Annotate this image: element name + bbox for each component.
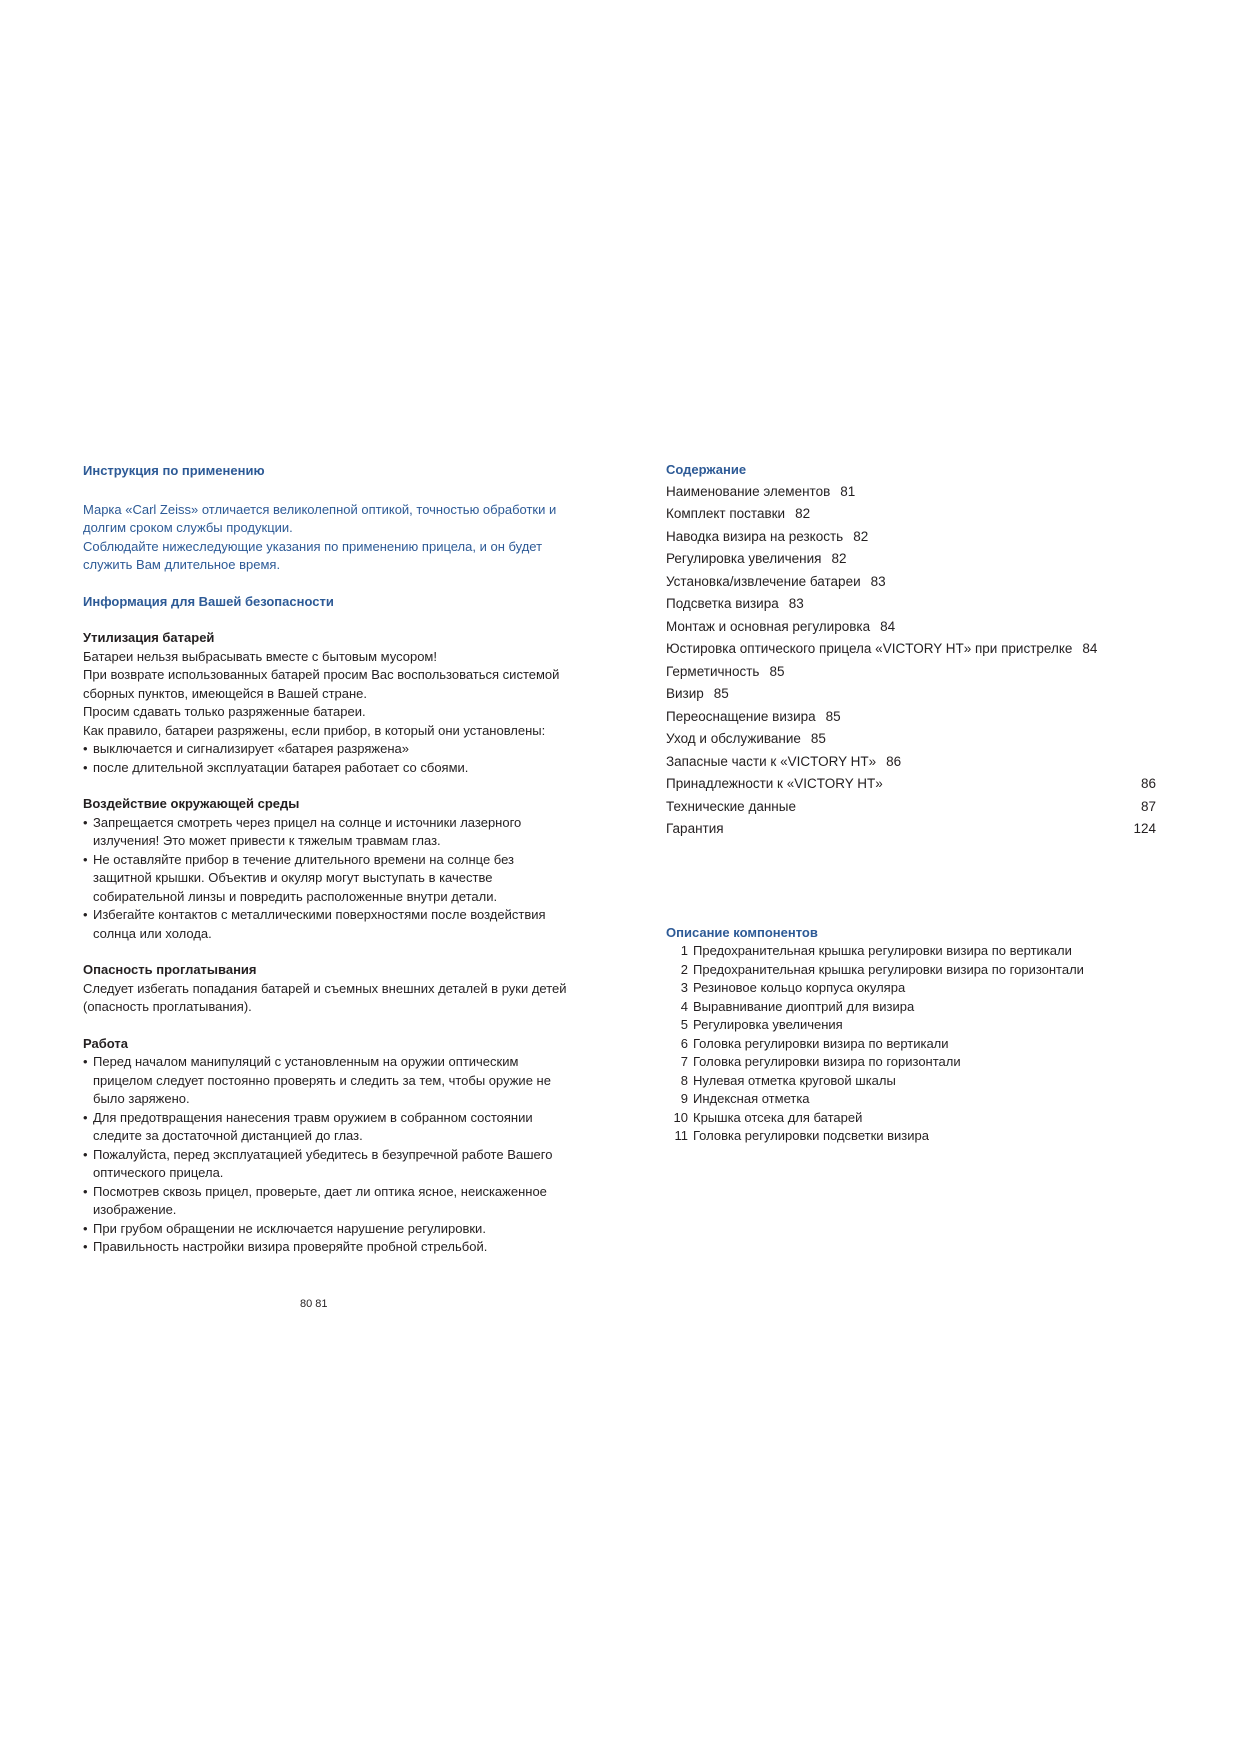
component-number: 6 (680, 1035, 688, 1051)
right-column (666, 462, 1156, 1146)
toc-item (666, 503, 1156, 526)
toc-item-label: Регулировка увеличения (666, 551, 822, 567)
bullet-item: • Запрещается смотреть через прицел на солнце и источники лазерного излучения! Это может привести к тяжелым травмам глаз. (83, 814, 573, 851)
toc-item (666, 570, 1156, 593)
component-label: Нулевая отметка круговой шкалы (693, 1072, 896, 1088)
left-column (83, 462, 573, 1257)
bullet-item: • Не оставляйте прибор в течение длительного времени на солнце без защитной крышки. Объектив и окуляр могут выступать в качестве собирательной линзы и повредить расположенные внутри детали. (83, 851, 573, 907)
component-label: Головка регулировки подсветки визира (693, 1128, 929, 1143)
component-label: Головка регулировки визира по горизонтали (693, 1054, 961, 1069)
environment-bullets (83, 814, 573, 944)
component-item (666, 1035, 1156, 1054)
component-number: 3 (680, 980, 688, 995)
component-label: Выравнивание диоптрий для визира (693, 998, 915, 1014)
toc-item (666, 480, 1156, 503)
bullet-item: • Избегайте контактов с металлическими поверхностями после воздействия солнца или холода. (83, 906, 573, 943)
toc-item-label: Наименование элементов (666, 483, 831, 499)
toc-item-page: 86 (1140, 776, 1156, 792)
component-number: 11 (674, 1128, 688, 1143)
swallow-title: Опасность проглатывания (83, 962, 257, 977)
component-item (666, 1016, 1156, 1035)
toc-item-page: 87 (1140, 798, 1156, 814)
component-item (666, 998, 1156, 1017)
toc-item (666, 615, 1156, 638)
component-number: 10 (673, 1109, 688, 1125)
component-item (666, 1109, 1156, 1128)
toc-item (666, 773, 1156, 796)
toc-item-label: Юстировка оптического прицела «VICTORY HT» при пристрелке (666, 641, 1073, 657)
toc-item-label: Принадлежности к «VICTORY HT» (666, 776, 883, 792)
components-title: Описание компонентов (666, 925, 818, 940)
toc-item-page: 86 (886, 753, 902, 769)
toc-item (666, 593, 1156, 616)
environment-title: Воздействие окружающей среды (83, 796, 300, 811)
component-item (666, 1072, 1156, 1091)
intro-text (83, 501, 573, 575)
toc-item-page: 85 (825, 708, 841, 724)
component-label: Индексная отметка (693, 1091, 810, 1106)
toc-item-page: 81 (840, 483, 856, 499)
intro-paragraph: Соблюдайте нижеследующие указания по применению прицела, и он будет служить Вам длительное время. (83, 538, 543, 572)
toc-item-page: 85 (810, 731, 826, 747)
battery-section (83, 648, 573, 778)
toc-item (666, 638, 1156, 661)
toc-item-label: Подсветка визира (666, 596, 779, 612)
toc-item-page: 82 (795, 506, 811, 522)
battery-line: Просим сдавать только разряженные батареи. (83, 704, 366, 719)
bullet-item: • Посмотрев сквозь прицел, проверьте, дает ли оптика ясное, неискаженное изображение. (83, 1183, 573, 1220)
component-item (666, 961, 1156, 980)
bullet-item: • Пожалуйста, перед эксплуатацией убедитесь в безупречной работе Вашего оптического прицела. (83, 1146, 573, 1183)
component-label: Предохранительная крышка регулировки визира по вертикали (693, 943, 1072, 958)
component-item (666, 1090, 1156, 1109)
intro-paragraph: Марка «Carl Zeiss» отличается великолепной оптикой, точностью обработки и долгим сроком службы продукции. (83, 501, 557, 535)
component-item (666, 1053, 1156, 1072)
component-label: Крышка отсека для батарей (693, 1109, 863, 1125)
toc-item-label: Запасные части к «VICTORY HT» (666, 753, 877, 769)
toc-item-label: Герметичность (666, 663, 760, 679)
component-number: 5 (680, 1017, 688, 1032)
instructions-title: Инструкция по применению (83, 463, 265, 478)
bullet-item: • после длительной эксплуатации батарея работает со сбоями. (83, 759, 573, 778)
battery-line: Батареи нельзя выбрасывать вместе с бытовым мусором! (83, 648, 437, 664)
toc-item (666, 795, 1156, 818)
work-title: Работа (83, 1035, 128, 1051)
page-numbers: 80 81 (300, 1298, 328, 1310)
component-label: Предохранительная крышка регулировки визира по горизонтали (693, 961, 1084, 977)
toc-item (666, 728, 1156, 751)
battery-line: Как правило, батареи разряжены, если прибор, в который они установлены: (83, 722, 546, 738)
toc-item (666, 818, 1156, 841)
toc-item-label: Установка/извлечение батареи (666, 573, 861, 589)
toc-title: Содержание (666, 462, 747, 477)
toc-item-label: Монтаж и основная регулировка (666, 618, 871, 634)
toc-item-page: 124 (1133, 821, 1156, 837)
component-label: Регулировка увеличения (693, 1017, 843, 1032)
toc-item-label: Комплект поставки (666, 506, 786, 522)
toc-item (666, 750, 1156, 773)
bullet-item: • выключается и сигнализирует «батарея разряжена» (83, 740, 573, 759)
toc-item-page: 82 (831, 551, 847, 567)
component-number: 1 (680, 943, 688, 958)
bullet-item: • При грубом обращении не исключается нарушение регулировки. (83, 1220, 573, 1239)
component-label: Головка регулировки визира по вертикали (693, 1035, 949, 1051)
component-number: 8 (680, 1072, 688, 1088)
toc-item-page: 85 (769, 663, 785, 679)
bullet-item: • Перед началом манипуляций с установленным на оружии оптическим прицелом следует постоянно проверять и следить за тем, чтобы оружие не было заряжено. (83, 1053, 573, 1109)
toc-item-page: 84 (880, 618, 896, 634)
toc-item-label: Наводка визира на резкость (666, 528, 844, 544)
toc-item-label: Визир (666, 686, 704, 702)
toc-item-label: Гарантия (666, 821, 724, 837)
battery-line: При возврате использованных батарей просим Вас воспользоваться системой сборных пунктов, имеющейся в Вашей стране. (83, 667, 560, 701)
component-number: 2 (680, 961, 688, 977)
bullet-item: • Правильность настройки визира проверяйте пробной стрельбой. (83, 1238, 573, 1257)
component-item (666, 1127, 1156, 1146)
component-item (666, 979, 1156, 998)
toc-item (666, 548, 1156, 571)
toc-item-page: 85 (713, 686, 729, 702)
toc-item-page: 83 (788, 596, 804, 612)
bullet-item: • Для предотвращения нанесения травм оружием в собранном состоянии следите за достаточной дистанцией до глаз. (83, 1109, 573, 1146)
toc-item (666, 660, 1156, 683)
toc-item (666, 705, 1156, 728)
toc-item-label: Уход и обслуживание (666, 731, 801, 747)
component-item (666, 942, 1156, 961)
toc-item (666, 683, 1156, 706)
component-label: Резиновое кольцо корпуса окуляра (693, 980, 906, 995)
work-bullets (83, 1053, 573, 1257)
toc-item-page: 82 (853, 528, 869, 544)
table-of-contents (666, 480, 1156, 840)
toc-item-label: Переоснащение визира (666, 708, 816, 724)
component-number: 9 (680, 1091, 688, 1106)
components-list (666, 942, 1156, 1146)
component-number: 7 (680, 1054, 688, 1069)
component-number: 4 (680, 998, 688, 1014)
safety-title: Информация для Вашей безопасности (83, 593, 334, 609)
toc-item-page: 83 (870, 573, 886, 589)
toc-item-page: 84 (1082, 641, 1098, 657)
battery-bullets (83, 740, 573, 777)
toc-item (666, 525, 1156, 548)
battery-title: Утилизация батарей (83, 630, 215, 645)
swallow-text: Следует избегать попадания батарей и съемных внешних деталей в руки детей (опасность проглатывания). (83, 980, 567, 1014)
toc-item-label: Технические данные (666, 798, 796, 814)
